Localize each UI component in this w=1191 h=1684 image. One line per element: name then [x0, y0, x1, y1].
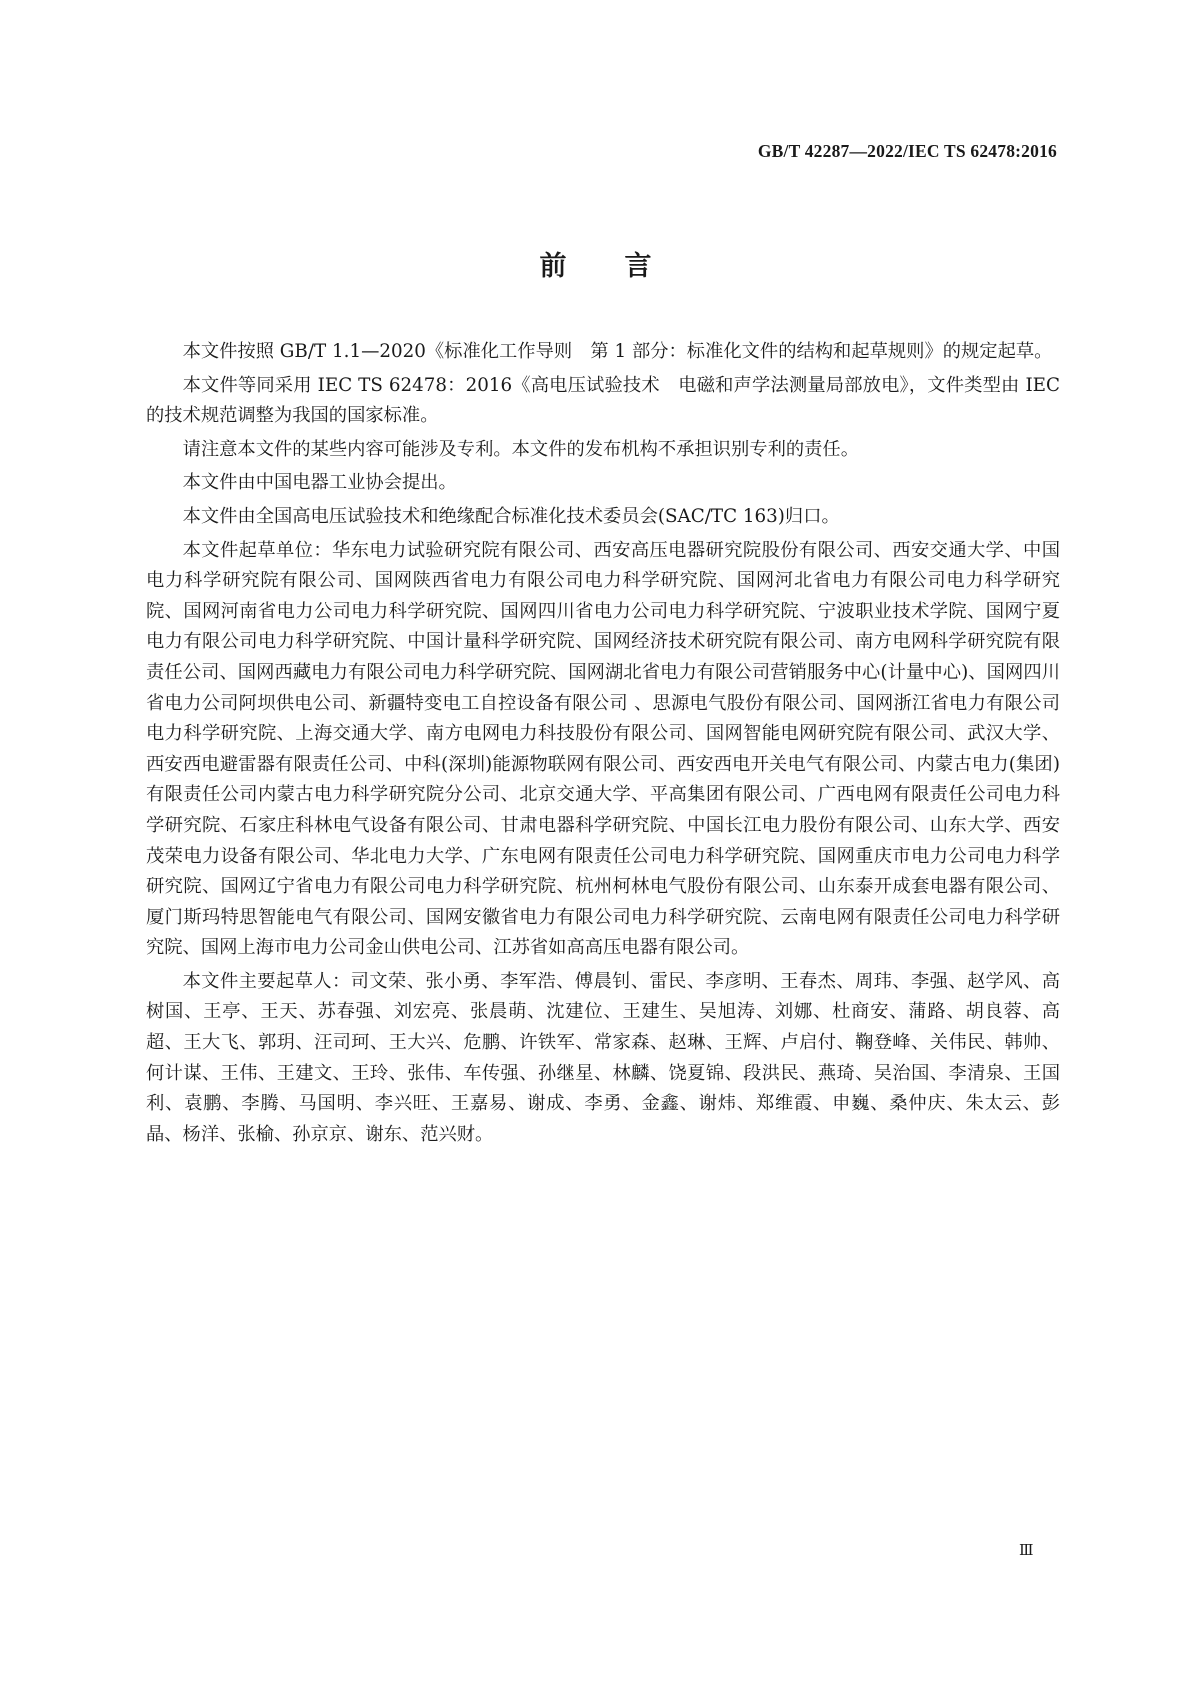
paragraph-adoption: 本文件等同采用 IEC TS 62478：2016《高电压试验技术 电磁和声学法测量局部放电》，文件类型由 IEC 的技术规范调整为我国的国家标准。	[146, 374, 1060, 427]
paragraph-drafting-rules: 本文件按照 GB/T 1.1—2020《标准化工作导则 第 1 部分：标准化文件的结构和起草规则》的规定起草。	[182, 341, 1053, 362]
paragraph-proposer: 本文件由中国电器工业协会提出。	[182, 472, 457, 494]
paragraph-patent-notice: 请注意本文件的某些内容可能涉及专利。本文件的发布机构不承担识别专利的责任。	[182, 438, 859, 460]
page-title	[0, 244, 1191, 283]
paragraph-drafting-units: 本文件起草单位：华东电力试验研究院有限公司、西安高压电器研究院股份有限公司、西安交通大学、中国电力科学研究院有限公司、国网陕西省电力有限公司电力科学研究院、国网河北省电力有限公司电力科学研究院、国网河南省电力公司电力科学研究院、国网四川省电力公司电力科学研究院、宁波职业技术学院、国网宁夏电力有限公司电力科学研究院、中国计量科学研究院、国网经济技术研究院有限公司、南方电网科学研究院有限责任公司、国网西藏电力有限公司电力科学研究院、国网湖北省电力有限公司营销服务中心(计量中心)、国网四川省电力公司阿坝供电公司、新疆特变电工自控设备有限公司 、思源电气股份有限公司、国网浙江省电力有限公司电力科学研究院、上海交通大学、南方电网电力科技股份有限公司、国网智能电网研究院有限公司、武汉大学、西安西电避雷器有限责任公司、中科(深圳)能源物联网有限公司、西安西电开关电气有限公司、内蒙古电力(集团)有限责任公司内蒙古电力科学研究院分公司、北京交通大学、平高集团有限公司、广西电网有限责任公司电力科学研究院、石家庄科林电气设备有限公司、甘肃电器科学研究院、中国长江电力股份有限公司、山东大学、西安茂荣电力设备有限公司、华北电力大学、广东电网有限责任公司电力科学研究院、国网重庆市电力公司电力科学研究院、国网辽宁省电力有限公司电力科学研究院、杭州柯林电气股份有限公司、山东泰开成套电器有限公司、厦门斯玛特思智能电气有限公司、国网安徽省电力有限公司电力科学研究院、云南电网有限责任公司电力科学研究院、国网上海市电力公司金山供电公司、江苏省如高高压电器有限公司。	[146, 539, 1060, 959]
page-number: Ⅲ	[1019, 1543, 1033, 1559]
title-char-2: 言	[624, 251, 652, 282]
paragraph-drafters: 本文件主要起草人：司文荣、张小勇、李军浩、傅晨钊、雷民、李彦明、王春杰、周玮、李强、赵学风、高树国、王亭、王天、苏春强、刘宏亮、张晨萌、沈建位、王建生、吴旭涛、刘娜、杜商安、蒲路、胡良蓉、高超、王大飞、郭玥、汪司珂、王大兴、危鹏、许铁军、常家森、赵琳、王辉、卢启付、鞠登峰、关伟民、韩帅、何计谋、王伟、王建文、王玲、张伟、车传强、孙继星、林麟、饶夏锦、段洪民、燕琦、吴治国、李清泉、王国利、袁鹏、李腾、马国明、李兴旺、王嘉易、谢成、李勇、金鑫、谢炜、郑维霞、申巍、桑仲庆、朱太云、彭晶、杨洋、张榆、孙京京、谢东、范兴财。	[146, 970, 1060, 1145]
title-char-1: 前	[539, 251, 567, 282]
paragraph-administrator: 本文件由全国高电压试验技术和绝缘配合标准化技术委员会(SAC/TC 163)归口。	[182, 505, 840, 527]
standard-code: GB/T 42287—2022/IEC TS 62478:2016	[757, 141, 1057, 161]
foreword-body	[146, 337, 1060, 1153]
